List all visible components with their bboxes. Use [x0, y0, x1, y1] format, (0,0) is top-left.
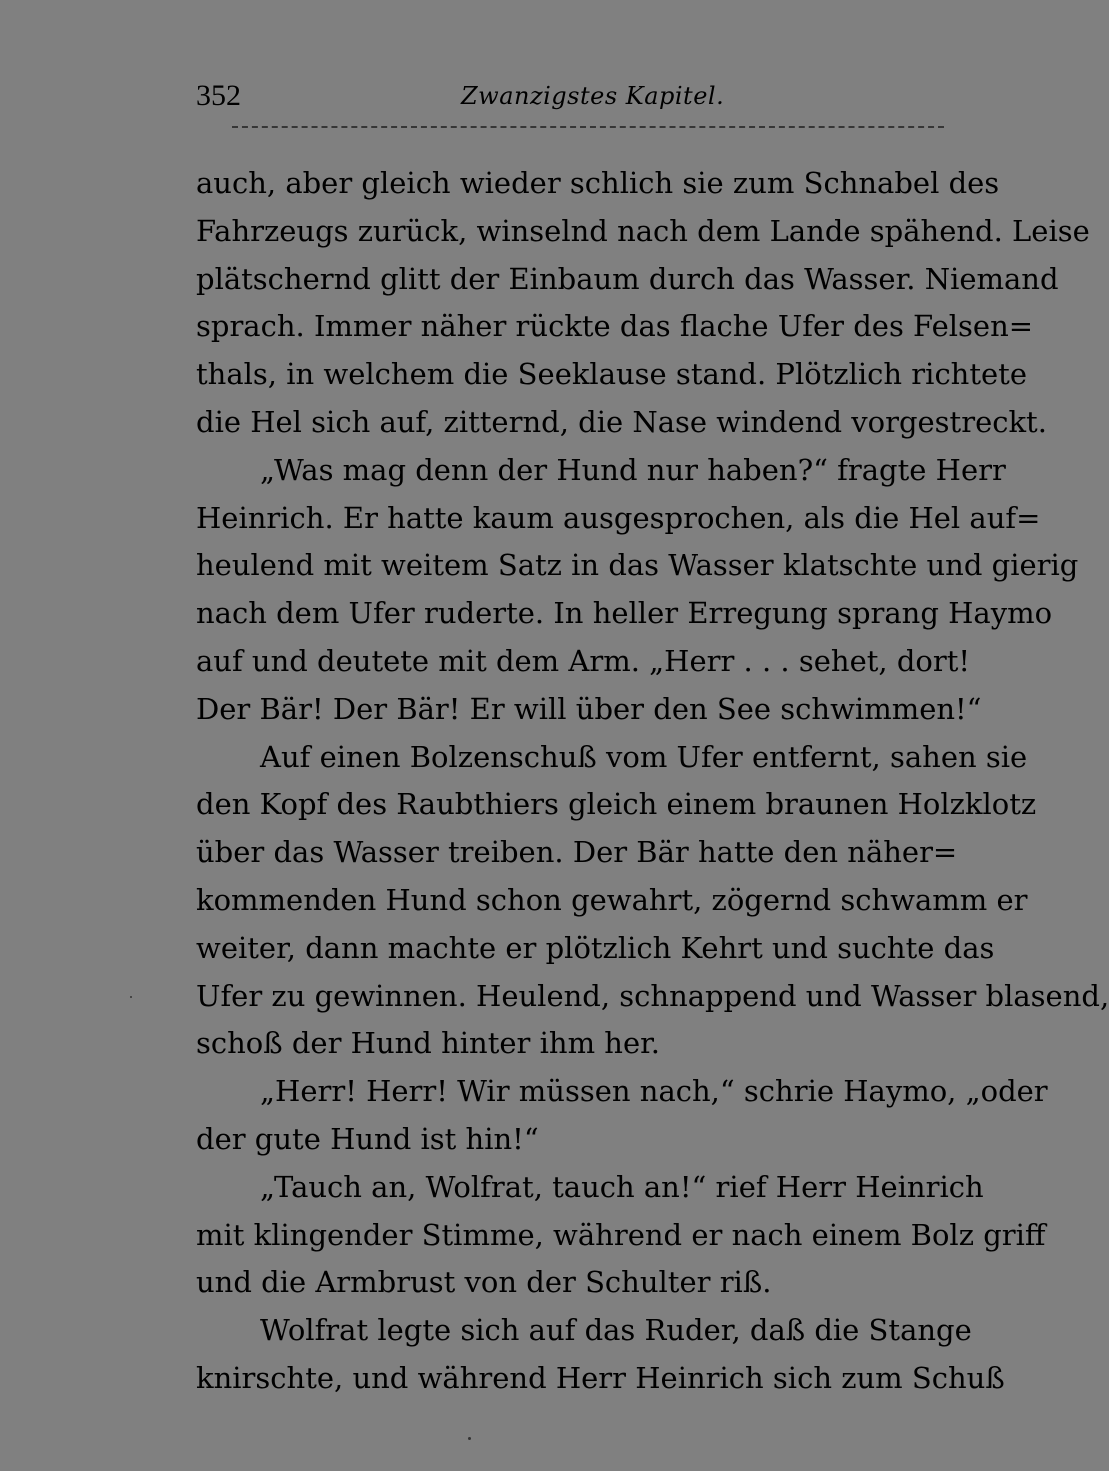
text-line: nach dem Ufer ruderte. In heller Erregung sprang Haymo [196, 596, 1053, 631]
text-line: Wolfrat legte sich auf das Ruder, daß die Stange [260, 1313, 972, 1348]
text-line: auch, aber gleich wieder schlich sie zum Schnabel des [196, 166, 1000, 200]
text-line: über das Wasser treiben. Der Bär hatte den näher= [196, 835, 958, 870]
page-header [196, 74, 946, 118]
text-line: der gute Hund ist hin!“ [196, 1121, 539, 1156]
header-rule [232, 126, 944, 128]
text-line: mit klingender Stimme, während er nach einem Bolz griff [196, 1217, 1046, 1252]
text-line: sprach. Immer näher rückte das flache Ufer des Felsen= [196, 309, 1034, 344]
body-text [196, 160, 1109, 1403]
text-line: „Tauch an, Wolfrat, tauch an!“ rief Herr Heinrich [260, 1169, 984, 1204]
text-line: Auf einen Bolzenschuß vom Ufer entfernt, sahen sie [260, 739, 1028, 774]
scan-speck [468, 1437, 471, 1440]
text-line: auf und deutete mit dem Arm. „Herr . . . sehet, dort! [196, 643, 971, 678]
running-head: Zwanzigstes Kapitel. [461, 82, 725, 110]
page-number: 352 [196, 79, 241, 112]
text-line: Fahrzeugs zurück, winselnd nach dem Lande spähend. Leise [196, 213, 1090, 248]
text-line: „Herr! Herr! Wir müssen nach,“ schrie Haymo, „oder [260, 1074, 1048, 1109]
text-line: knirschte, und während Herr Heinrich sich zum Schuß [196, 1360, 1005, 1395]
text-line: „Was mag denn der Hund nur haben?“ fragte Herr [260, 452, 1006, 487]
text-line: den Kopf des Raubthiers gleich einem braunen Holzklotz [196, 787, 1037, 822]
text-line: Ufer zu gewinnen. Heulend, schnappend und Wasser blasend, [196, 978, 1109, 1013]
text-line: schoß der Hund hinter ihm her. [196, 1026, 661, 1061]
text-line: kommenden Hund schon gewahrt, zögernd schwamm er [196, 882, 1028, 917]
text-line: plätschernd glitt der Einbaum durch das Wasser. Niemand [196, 261, 1059, 296]
text-line: weiter, dann machte er plötzlich Kehrt und suchte das [196, 930, 995, 965]
text-line: heulend mit weitem Satz in das Wasser klatschte und gierig [196, 548, 1079, 583]
text-line: und die Armbrust von der Schulter riß. [196, 1265, 772, 1300]
text-line: Heinrich. Er hatte kaum ausgesprochen, als die Hel auf= [196, 500, 1041, 535]
text-line: Der Bär! Der Bär! Er will über den See schwimmen!“ [196, 691, 982, 726]
text-line: thals, in welchem die Seeklause stand. Plötzlich richtete [196, 357, 1027, 392]
text-line: die Hel sich auf, zitternd, die Nase windend vorgestreckt. [196, 404, 1047, 439]
scan-speck [130, 996, 132, 998]
